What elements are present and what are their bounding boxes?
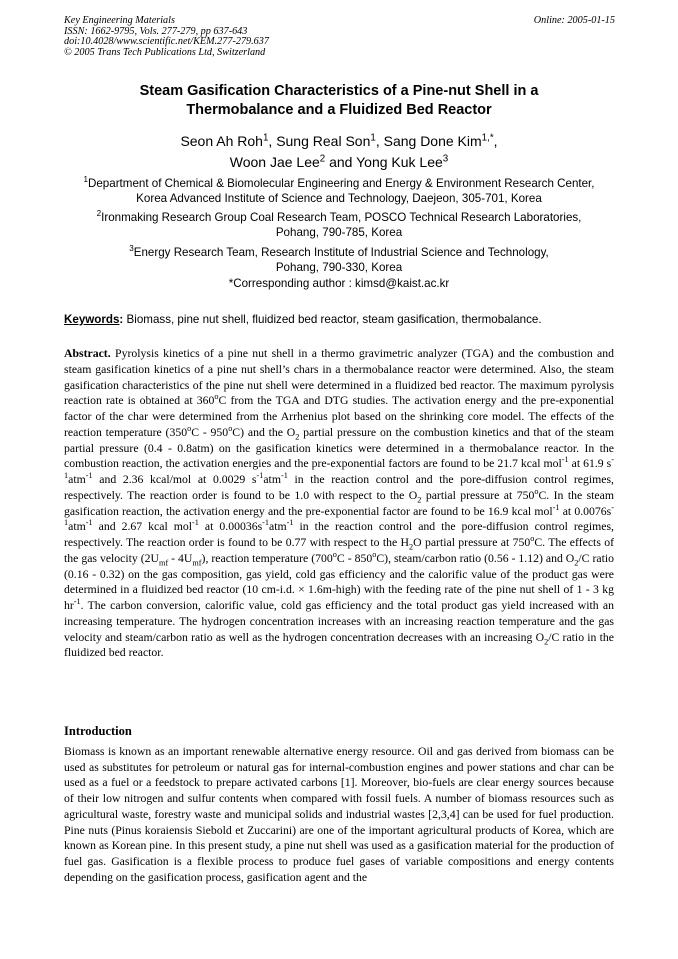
paper-title — [40, 82, 638, 120]
author-name: Sang Done Kim — [383, 133, 482, 149]
affiliation — [40, 176, 638, 207]
affiliation-line: Pohang, 790-785, Korea — [275, 226, 403, 240]
author-name: Woon Jae Lee — [229, 154, 320, 170]
keywords-label: Keywords — [64, 313, 120, 326]
author-list — [40, 131, 638, 173]
affiliation-line: Department of Chemical & Biomolecular Engineering and Energy & Environment Research Center, — [87, 177, 595, 190]
affiliation-mark: 2 — [96, 209, 102, 219]
title-line: Thermobalance and a Fluidized Bed Reactor — [186, 102, 492, 118]
journal-header — [64, 16, 269, 58]
keywords: Keywords: Biomass, pine nut shell, fluidized bed reactor, steam gasification, thermobalance. — [64, 313, 542, 326]
author-affiliation-mark: 3 — [442, 153, 449, 165]
affiliation — [40, 210, 638, 241]
author-line: Seon Ah Roh$^1$, Sung Real Son$^1$, Sang Done Kim$^{1,*}$, — [180, 132, 498, 149]
corresponding-author: *Corresponding author : kimsd@kaist.ac.kr — [228, 276, 450, 290]
keywords-text: Biomass, pine nut shell, fluidized bed reactor, steam gasification, thermobalance. — [126, 313, 542, 326]
affiliation-mark: 3 — [129, 244, 134, 254]
journal-issn: ISSN: 1662-9795, Vols. 277-279, pp 637-643 — [64, 25, 248, 37]
affiliation-mark: 1 — [83, 175, 88, 185]
affiliation — [40, 245, 638, 291]
journal-copyright: © 2005 Trans Tech Publications Ltd, Switzerland — [64, 46, 266, 58]
author-affiliation-mark: 1 — [370, 132, 376, 144]
affiliation-line: Ironmaking Research Group Coal Research Team, POSCO Technical Research Laboratories, — [101, 211, 582, 224]
online-date: Online: 2005-01-15 — [533, 15, 615, 26]
affiliation-line: Pohang, 790-330, Korea — [275, 261, 403, 275]
author-affiliation-mark: 2 — [319, 153, 326, 165]
author-affiliation-mark: 1 — [262, 132, 269, 144]
introduction-text: Biomass is known as an important renewable alternative energy resource. Oil and gas derived from biomass can be used as substitutes for petroleum or natural gas for internal-combustion engines and power stations and char can be used as a fuel or a feedstock to prepare activated carbons [1]. Moreover, bio-fuels are clear energy sources because of their low nitrogen and sulfur contents when compared with fossil fuels. A number of biomass resources such as agricultural waste, forestry waste and municipal solids and industrial wastes [2,3,4] can be used for fuel production. Pine nuts (Pinus koraiensis Siebold et Zuccarini) are one of the important agricultural products of Korea, which are known as Korean pine. In this present study, a pine nut shell was used as a gasification material for the production of fuel gas. Gasification is a flexible process to produce fuel gases of variable compositions and energy contents depending on the gasification process, gasification agent and the — [64, 745, 614, 884]
author-name: Sung Real Son — [276, 133, 371, 149]
author-affiliation-mark: 1,* — [481, 132, 494, 144]
author-name: Yong Kuk Lee — [356, 154, 443, 170]
journal-name: Key Engineering Materials — [64, 15, 175, 26]
affiliation-line: Korea Advanced Institute of Science and Technology, Daejeon, 305-701, Korea — [136, 192, 542, 206]
journal-doi: doi:10.4028/www.scientific.net/KEM.277-279.637 — [64, 36, 269, 47]
affiliation-line: Energy Research Team, Research Institute of Industrial Science and Technology, — [133, 246, 549, 259]
section-heading-introduction: Introduction — [64, 724, 132, 738]
author-line: Woon Jae Lee$^2$ and Yong Kuk Lee$^3$ — [229, 153, 449, 170]
abstract-label: Abstract. — [64, 347, 111, 360]
title-line: Steam Gasification Characteristics of a Pine-nut Shell in a — [139, 83, 539, 99]
author-name: Seon Ah Roh — [180, 133, 263, 149]
abstract: Abstract. Pyrolysis kinetics of a pine nut shell in a thermo gravimetric analyzer (TGA) and the combustion and steam gasification kinetics of a pine nut shell’s chars in a thermobalance reactor were determined. Also, the steam gasification characteristics of the pine nut shell were determined in a fluidized bed reactor. The maximum pyrolysis reaction rate is obtained at 360$^o$C from the TGA and DTG studies. The activation energy and the pre-exponential factor of the char were determined from the Arrhenius plot based on the shrinking core model. The effects of the reaction temperature (350$^o$C - 950$^o$C) and the $O_2$ partial pressure on the combustion kinetics and that of the steam partial pressure (0.4 - 0.8atm) on the gasification kinetics were determined in a thermobalance reactor. In the combustion reaction, the activation energies and the pre-exponential factors are found to be 21.7 kcal mol$^{-1}$ at 61.9 $s^{-1}atm^{-1}$ and 2.36 kcal/mol at 0.0029 $s^{-1}atm^{-1}$ in the reaction control and the pore-diffusion control regimes, respectively. The reaction order is found to be 1.0 with respect to the $O_2$ partial pressure at 750$^o$C. In the steam gasification reaction, the activation energy and the pre-exponential factor are found to be 16.9 kcal mol$^{-1}$ at $0.0076s^{-1}atm^{-1}$ and 2.67 kcal mol$^{-1}$ at $0.00036s^{-1}atm^{-1}$ in the reaction control and the pore-diffusion control regimes, respectively. The reaction order is found to be 0.77 with respect to the $H_2O$ partial pressure at 750$^o$C. The effects of the gas velocity $(2U_{mf} - 4U_{mf})$, reaction temperature (700$^o$C - 850$^o$C), steam/carbon ratio (0.56 - 1.12) and $O_2/C$ ratio (0.16 - 0.32) on the gas composition, gas yield, cold gas efficiency and the calorific value of the product gas were determined in a fluidized bed reactor (10 cm-i.d. × 1.6m-high) with the feeding rate of the pine nut shell of 1 - 3 kg $hr^{-1}$. The carbon conversion, calorific value, cold gas efficiency and the total product gas yield increased with an increasing temperature. The hydrogen concentration increases with an increasing reaction temperature and the gas velocity and steam/carbon ratio as well as the hydrogen concentration decreases with an increasing $O_2/C$ ratio in the fluidized bed reactor. — [64, 347, 615, 660]
